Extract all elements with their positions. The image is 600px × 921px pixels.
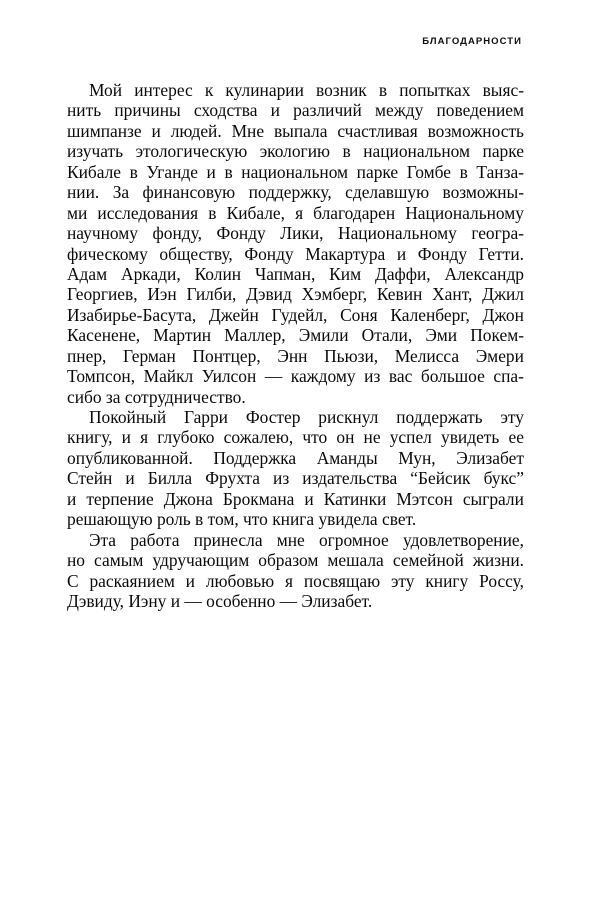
text-line: ми исследования в Кибале, я благодарен Национальному [67,202,524,223]
text-line: Дэвиду, Иэну и — особенно — Элизабет. [67,590,373,611]
text-line: нии. За финансовую поддержку, сделавшую возможны- [67,182,524,203]
body-text-block [67,80,524,611]
text-line: Касенене, Мартин Маллер, Эмили Отали, Эми Покем- [67,325,524,346]
text-line: книгу, и я глубоко сожалею, что он не успел увидеть ее [67,427,524,448]
text-line: Адам Аркади, Колин Чапман, Ким Даффи, Александр [67,263,524,284]
paragraph-2 [67,407,524,530]
text-line: нить причины сходства и различий между поведением [67,100,524,121]
text-line: Томпсон, Майкл Уилсон — каждому из вас большое спа- [67,366,524,387]
text-line: сибо за сотрудничество. [67,386,246,407]
text-line: фическому обществу, Фонду Макартура и Фонду Гетти. [67,243,524,264]
text-line: Стейн и Билла Фрухта из издательства “Бейсик букс” [67,468,524,489]
text-line: Эта работа принесла мне огромное удовлетворение, [89,529,524,550]
text-line: шимпанзе и людей. Мне выпала счастливая возможность [67,120,524,141]
text-line: Покойный Гарри Фостер рискнул поддержать эту [89,407,524,427]
text-line: решающую роль в том, что книга увидела свет. [67,509,417,530]
text-line: изучать этологическую экологию в национальном парке [67,141,524,162]
text-line: Кибале в Уганде и в национальном парке Гомбе в Танза- [67,161,524,182]
running-head: БЛАГОДАРНОСТИ [422,36,522,47]
text-line: опубликованной. Поддержка Аманды Мун, Элизабет [67,447,524,468]
paragraph-1 [67,80,524,407]
text-line: Изабирье-Басута, Джейн Гудейл, Соня Каленберг, Джон [67,304,524,325]
text-line: Георгиев, Иэн Гилби, Дэвид Хэмберг, Кевин Хант, Джил [67,284,524,305]
text-line: и терпение Джона Брокмана и Катинки Мэтсон сыграли [67,488,524,509]
text-line: пнер, Герман Понтцер, Энн Пьюзи, Мелисса Эмери [67,345,524,366]
text-line: С раскаянием и любовью я посвящаю эту книгу Россу, [67,570,524,591]
text-line: научному фонду, Фонду Лики, Национальному геогра- [67,223,524,244]
paragraph-3 [67,530,524,612]
text-line: но самым удручающим образом мешала семейной жизни. [67,550,524,571]
text-line: Мой интерес к кулинарии возник в попытках выяс- [89,80,524,100]
